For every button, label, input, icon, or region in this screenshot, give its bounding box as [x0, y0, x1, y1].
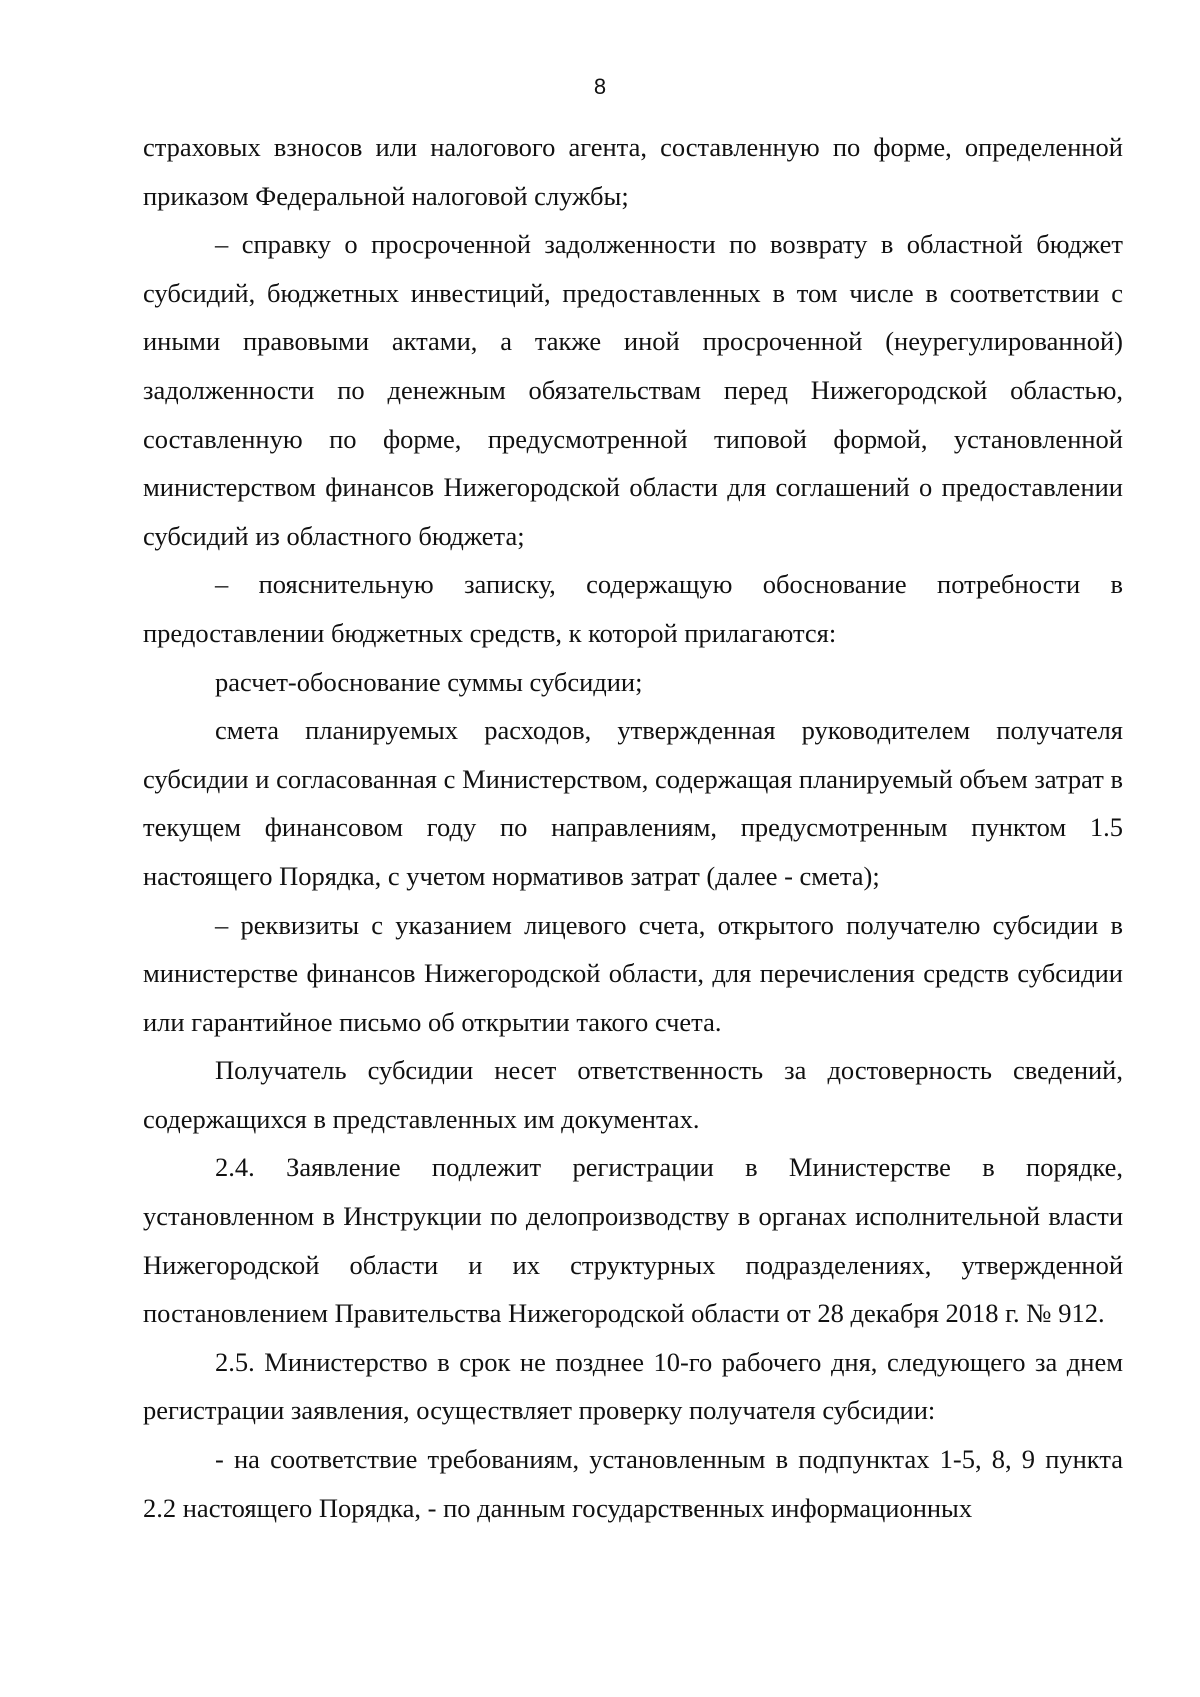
paragraph-explanatory-note: – пояснительную записку, содержащую обоснование потребности в предоставлении бюджетных средств, к которой прилагаются:: [143, 569, 1123, 648]
document-body: [143, 123, 1123, 1532]
paragraph-calculation: расчет-обоснование суммы субсидии;: [215, 666, 643, 697]
paragraph-continuation: страховых взносов или налогового агента, составленную по форме, определенной приказом Федеральной налоговой службы;: [143, 132, 1123, 211]
paragraph-debt-certificate: – справку о просроченной задолженности по возврату в областной бюджет субсидий, бюджетных инвестиций, предоставленных в том числе в соответствии с иными правовыми актами, а также иной просроченной (неурегулированной) задолженности по денежным обязательствам перед Нижегородской областью, составленную по форме, предусмотренной типовой формой, установленной министерством финансов Нижегородской области для соглашений о предоставлении субсидий из областного бюджета;: [143, 229, 1123, 551]
paragraph-responsibility: Получатель субсидии несет ответственность за достоверность сведений, содержащихся в представленных им документах.: [143, 1055, 1123, 1134]
paragraph-requirements-check: - на соответствие требованиям, установленным в подпунктах 1-5, 8, 9 пункта 2.2 настоящего Порядка, - по данным государственных информационных: [143, 1444, 1123, 1523]
paragraph-cost-estimate: смета планируемых расходов, утвержденная руководителем получателя субсидии и согласованная с Министерством, содержащая планируемый объем затрат в текущем финансовом году по направлениям, предусмотренным пунктом 1.5 настоящего Порядка, с учетом нормативов затрат (далее - смета);: [143, 715, 1123, 891]
paragraph-section-2-4: 2.4. Заявление подлежит регистрации в Министерстве в порядке, установленном в Инструкции по делопроизводству в органах исполнительной власти Нижегородской области и их структурных подразделениях, утвержденной постановлением Правительства Нижегородской области от 28 декабря 2018 г. № 912.: [143, 1152, 1123, 1329]
paragraph-section-2-5: 2.5. Министерство в срок не позднее 10-го рабочего дня, следующего за днем регистрации заявления, осуществляет проверку получателя субсидии:: [143, 1346, 1123, 1426]
page-number: 8: [593, 74, 607, 99]
paragraph-bank-details: – реквизиты с указанием лицевого счета, открытого получателю субсидии в министерстве финансов Нижегородской области, для перечисления средств субсидии или гарантийное письмо об открытии такого счета.: [143, 909, 1123, 1037]
